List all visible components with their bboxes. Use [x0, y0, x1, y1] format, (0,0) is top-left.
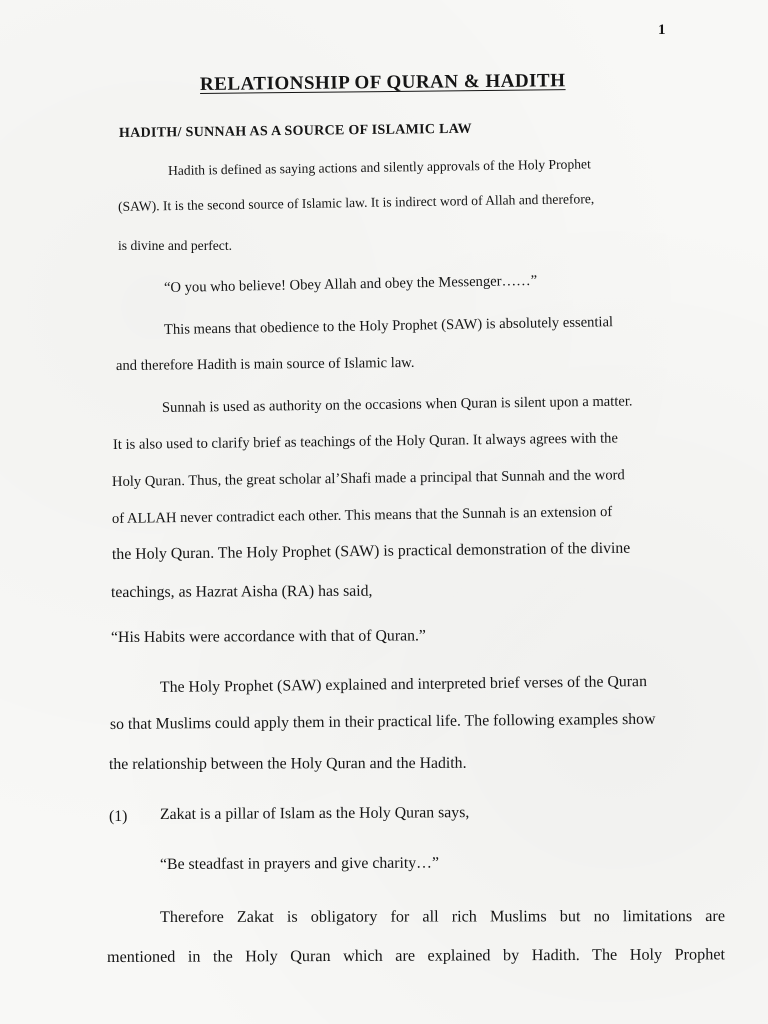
- quote-line: “His Habits were accordance with that of Quran.”: [110, 627, 426, 646]
- section-heading: HADITH/ SUNNAH AS A SOURCE OF ISLAMIC LAW: [118, 121, 472, 141]
- quote-line: “Be steadfast in prayers and give charity…”: [159, 854, 440, 873]
- paragraph-line: [107, 945, 725, 967]
- paragraph-line: Sunnah is used as authority on the occasions when Quran is silent upon a matter.: [161, 393, 633, 416]
- paragraph-line: It is also used to clarify brief as teachings of the Holy Quran. It always agrees with the: [112, 430, 619, 453]
- paragraph-line: and therefore Hadith is main source of Islamic law.: [115, 354, 415, 374]
- paragraph-line-text: Therefore Zakat is obligatory for all rich Muslims but no limitations are: [159, 907, 726, 926]
- list-number: (1): [109, 808, 128, 825]
- paragraph-line: (SAW). It is the second source of Islamic law. It is indirect word of Allah and therefore,: [117, 191, 595, 214]
- paragraph-line: [160, 907, 725, 927]
- paragraph-line: teachings, as Hazrat Aisha (RA) has said,: [110, 582, 373, 601]
- paragraph-line: of ALLAH never contradict each other. This means that the Sunnah is an extension of: [111, 504, 613, 527]
- document-title: RELATIONSHIP OF QURAN & HADITH: [199, 70, 566, 95]
- paragraph-line: This means that obedience to the Holy Prophet (SAW) is absolutely essential: [163, 314, 614, 338]
- paragraph-line: the Holy Quran. The Holy Prophet (SAW) is practical demonstration of the divine: [111, 539, 631, 563]
- paragraph-line: Holy Quran. Thus, the great scholar al’Shafi made a principal that Sunnah and the word: [111, 467, 625, 490]
- paragraph-line: is divine and perfect.: [118, 238, 232, 253]
- paragraph-line-text: mentioned in the Holy Quran which are explained by Hadith. The Holy Prophet: [106, 945, 726, 966]
- page-number: 1: [658, 22, 666, 38]
- quote-line: “O you who believe! Obey Allah and obey the Messenger……”: [163, 272, 538, 296]
- paragraph-line: so that Muslims could apply them in their practical life. The following examples show: [109, 710, 656, 733]
- paragraph-line: Hadith is defined as saying actions and silently approvals of the Holy Prophet: [167, 156, 591, 178]
- list-item-text: Zakat is a pillar of Islam as the Holy Quran says,: [159, 804, 470, 823]
- paragraph-line: the relationship between the Holy Quran and the Hadith.: [108, 754, 467, 773]
- paragraph-line: The Holy Prophet (SAW) explained and interpreted brief verses of the Quran: [159, 673, 648, 696]
